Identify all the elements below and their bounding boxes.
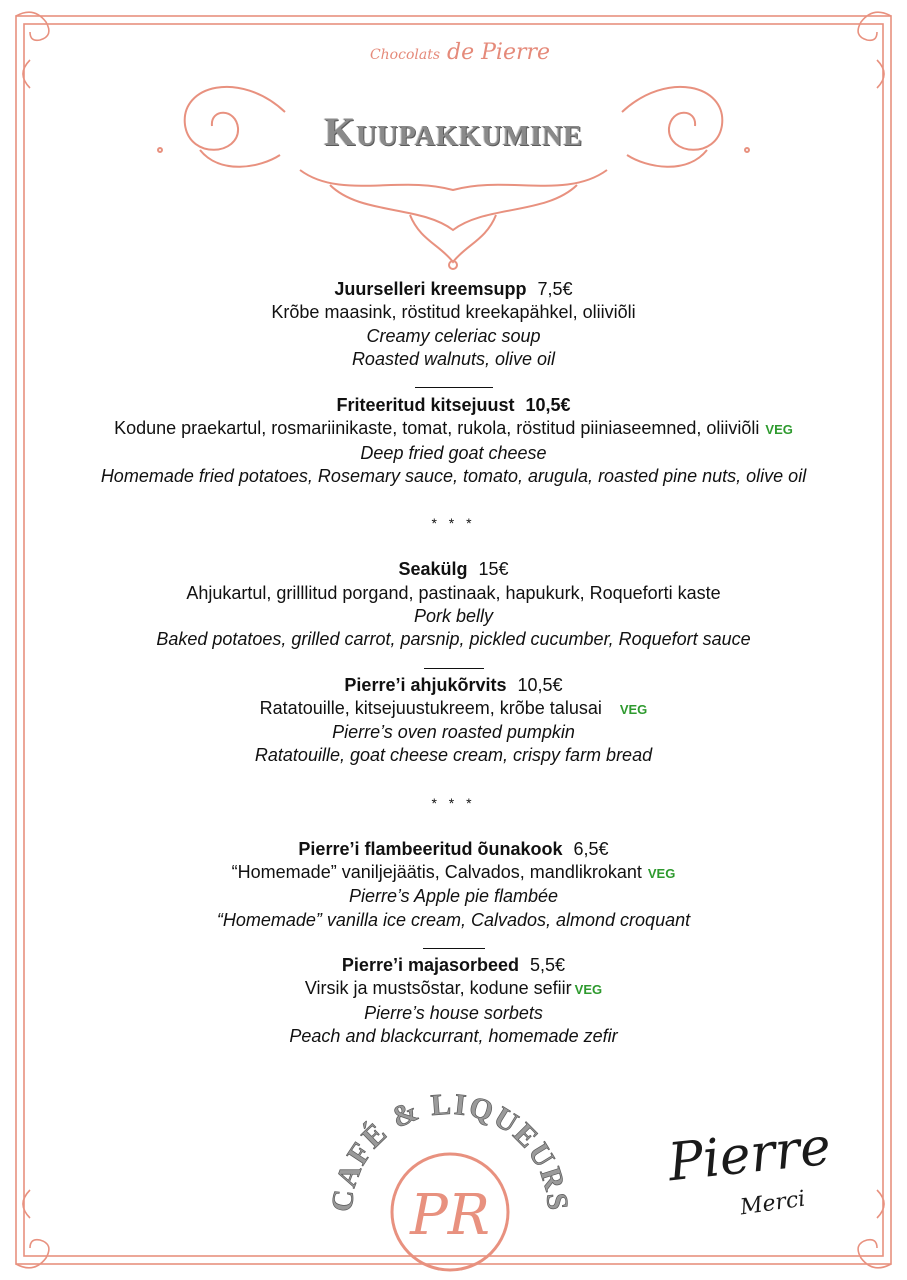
signature (665, 1116, 834, 1235)
item-name-en: Pierre’s oven roasted pumpkin (332, 722, 575, 743)
menu-item (0, 278, 907, 371)
item-price: 7,5€ (537, 279, 573, 299)
item-description-en: Homemade fried potatoes, Rosemary sauce, tomato, arugula, roasted pine nuts, olive oil (100, 466, 807, 487)
item-name: Friteeritud kitsejuust (336, 395, 515, 416)
signature-name: Pierre (665, 1116, 834, 1194)
signature-note: Merci (738, 1186, 807, 1221)
item-divider (415, 375, 493, 388)
page-title: Kuupakkumine (324, 109, 583, 154)
menu-item (0, 558, 907, 651)
item-divider (423, 936, 485, 949)
menu-item (0, 674, 907, 768)
item-description-et: Ahjukartul, grilllitud porgand, pastinaak, hapukurk, Roqueforti kaste (186, 582, 721, 603)
menu-body (0, 278, 907, 1048)
item-description-et: “Homemade” vaniljejäätis, Calvados, mandlikrokant (231, 862, 642, 883)
item-name: Juurselleri kreemsupp (334, 279, 527, 299)
item-name: Pierre’i majasorbeed (341, 954, 520, 975)
item-name-en: Deep fried goat cheese (360, 442, 547, 463)
veg-badge: VEG (574, 982, 603, 998)
emblem-monogram: PR (410, 1183, 490, 1248)
item-price: 15€ (478, 559, 509, 580)
item-description-et: Kodune praekartul, rosmariinikaste, tomat, rukola, röstitud piiniaseemned, oliiviõli (114, 418, 760, 439)
item-name-en: Pierre’s house sorbets (364, 1002, 543, 1023)
menu-item (0, 838, 907, 932)
brand-logo (360, 40, 560, 65)
item-description-et: Krõbe maasink, röstitud kreekapähkel, oliiviõli (271, 302, 636, 323)
menu-item (0, 394, 907, 488)
brand-main-text: de Pierre (447, 40, 551, 65)
item-description-et: Virsik ja mustsõstar, kodune sefiir (304, 978, 572, 999)
veg-badge: VEG (647, 866, 676, 882)
item-description-en: “Homemade” vanilla ice cream, Calvados, almond croquant (216, 909, 691, 930)
item-name: Pierre’i flambeeritud õunakook (298, 838, 563, 859)
item-name-en: Creamy celeriac soup (366, 325, 541, 346)
item-name: Seakülg (398, 559, 468, 580)
item-description-en: Roasted walnuts, olive oil (351, 348, 556, 369)
emblem-arc-text: AFÉ & LIQUEUR (330, 1087, 570, 1196)
item-description-en: Peach and blackcurrant, homemade zefir (289, 1025, 618, 1046)
header-ornament (0, 0, 907, 270)
item-price: 10,5€ (517, 674, 563, 695)
item-price: 6,5€ (573, 838, 609, 859)
section-break: * * * (431, 794, 476, 811)
item-name-en: Pork belly (413, 605, 494, 626)
brand-small-text: Chocolats (369, 47, 441, 63)
item-description-en: Ratatouille, goat cheese cream, crispy farm bread (254, 745, 653, 766)
cafe-liqueurs-emblem (330, 1062, 570, 1272)
item-description-et: Ratatouille, kitsejuustukreem, krõbe talusai (259, 697, 602, 718)
veg-badge: VEG (765, 422, 793, 438)
menu-item (0, 954, 907, 1048)
section-break: * * * (431, 515, 476, 532)
item-name: Pierre’i ahjukõrvits (344, 674, 507, 695)
item-divider (424, 656, 484, 669)
item-name-en: Pierre’s Apple pie flambée (348, 886, 559, 907)
veg-badge: VEG (619, 701, 648, 717)
item-price: 10,5€ (525, 395, 571, 416)
item-price: 5,5€ (530, 954, 566, 975)
item-description-en: Baked potatoes, grilled carrot, parsnip, pickled cucumber, Roquefort sauce (156, 629, 751, 650)
